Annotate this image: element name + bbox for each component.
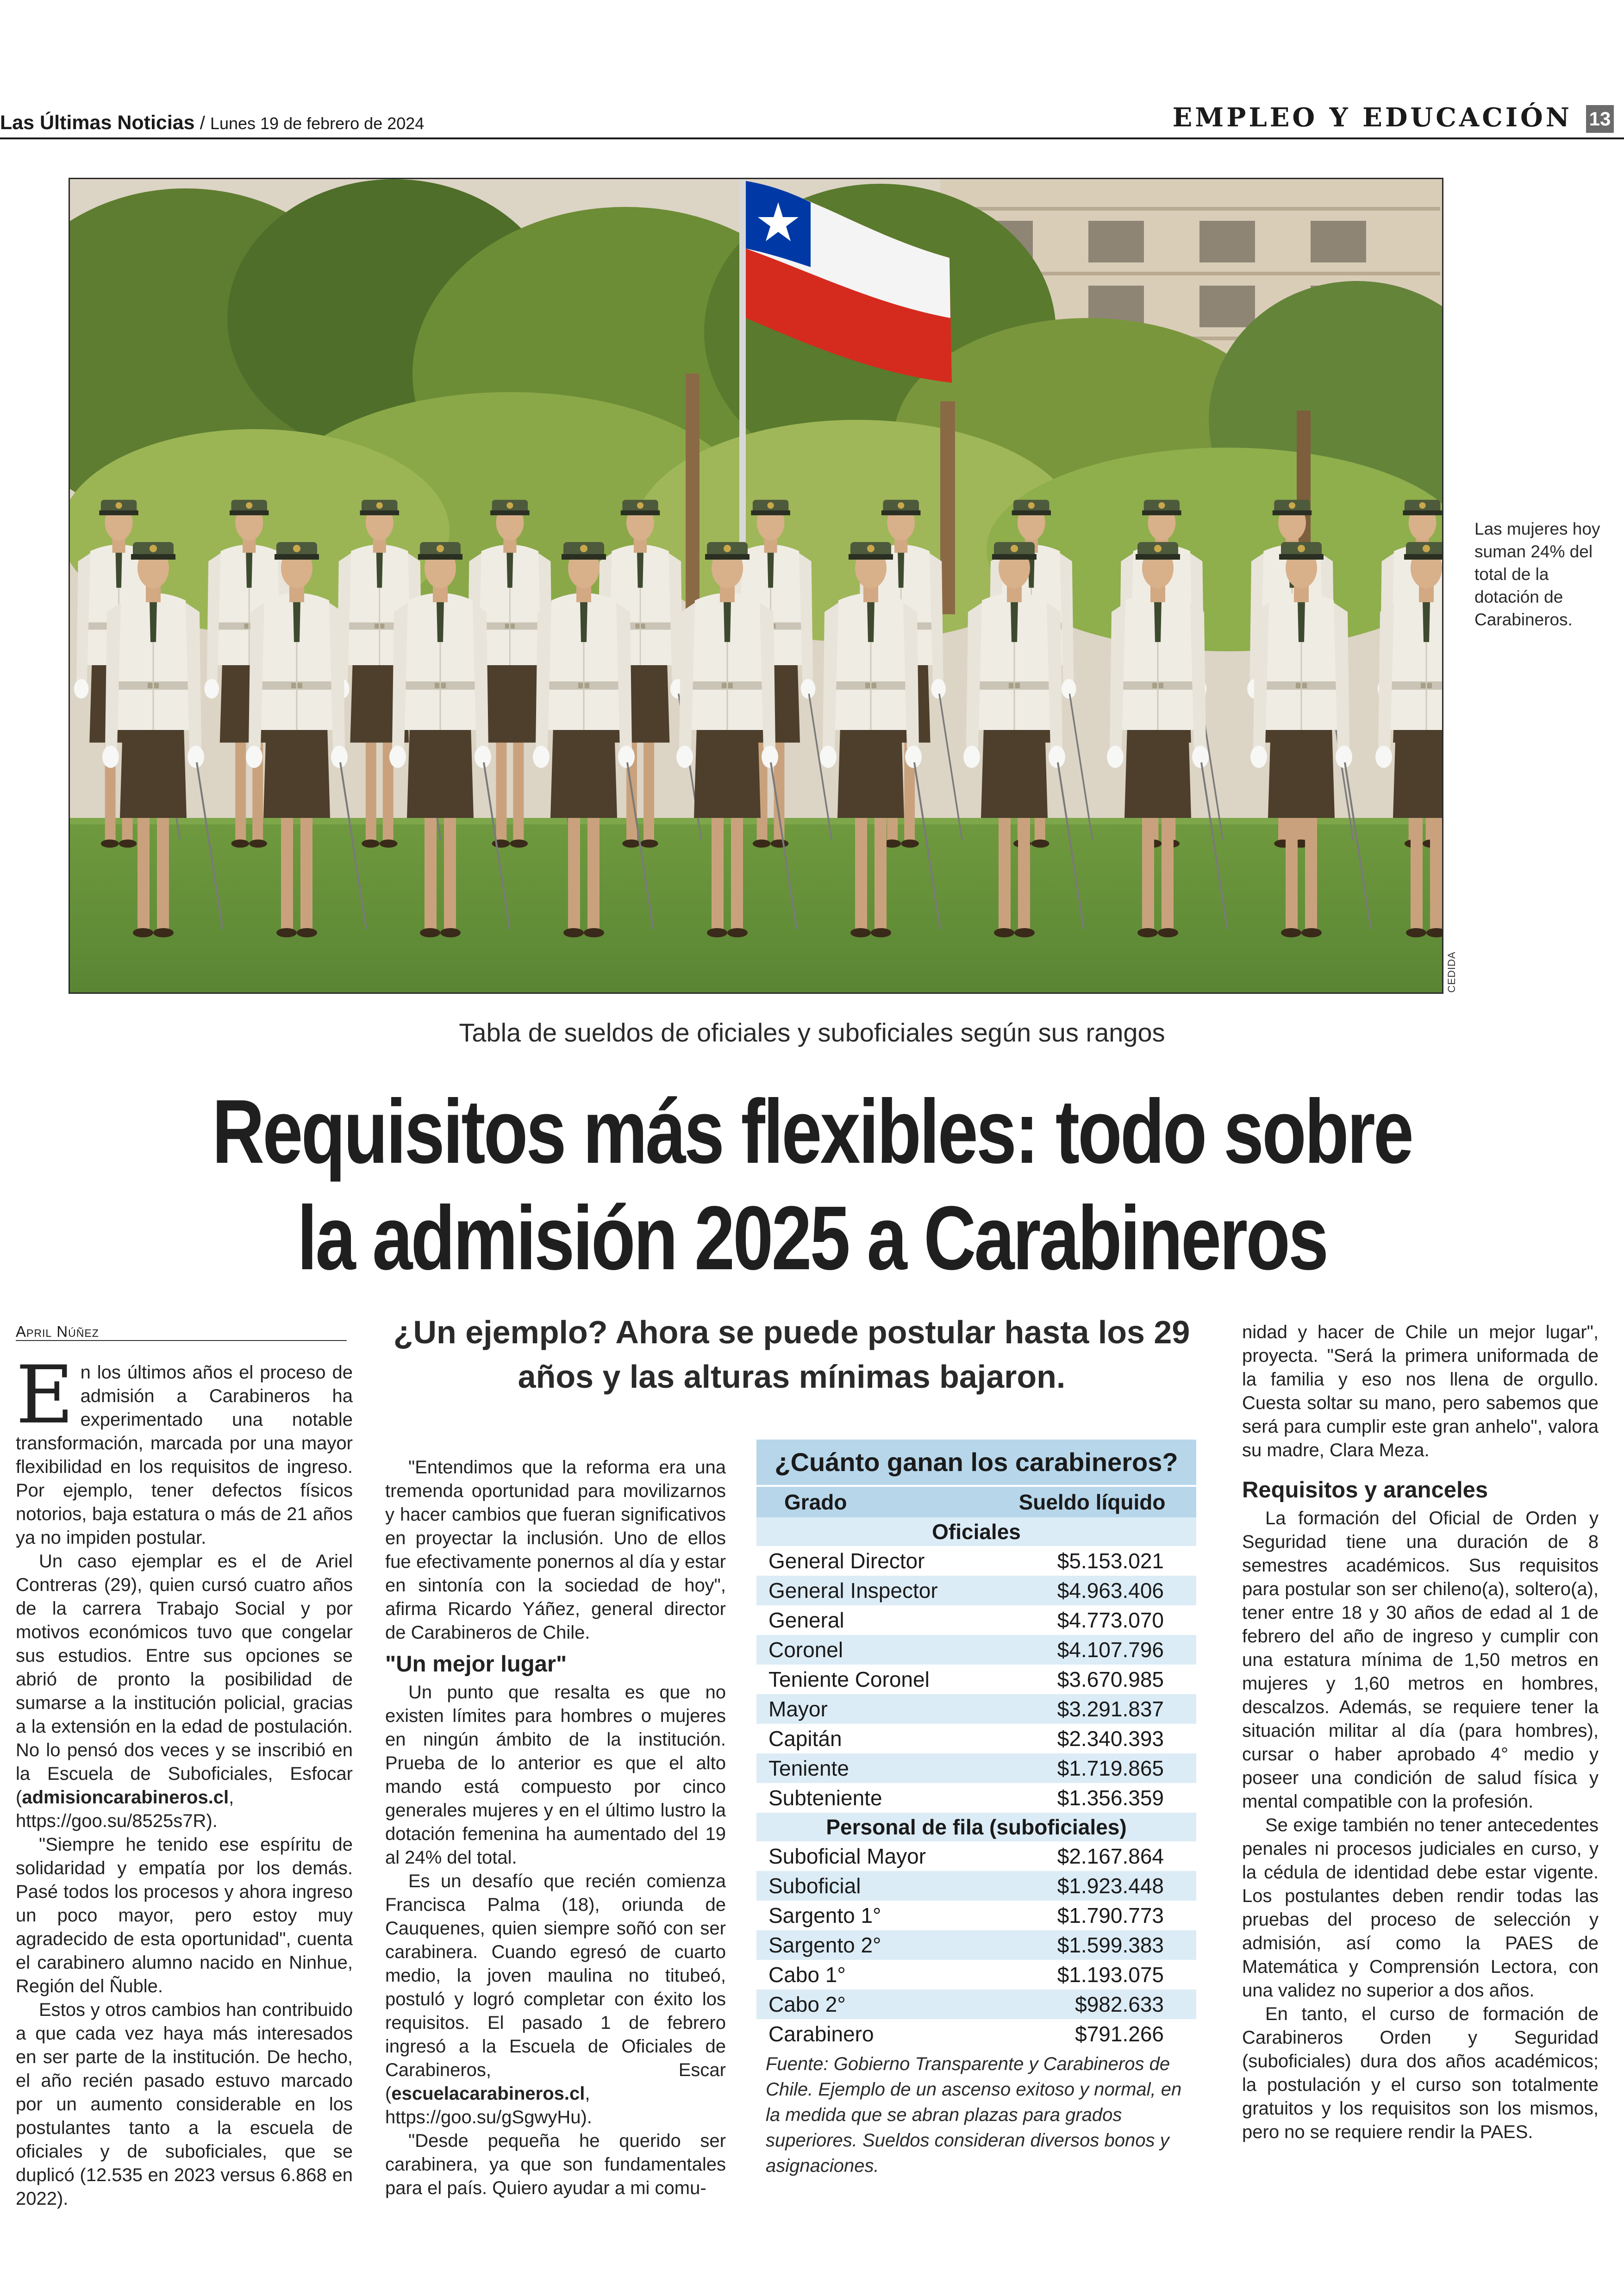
link-escuela[interactable]: escuelacarabineros.cl: [391, 2083, 585, 2104]
table-row: [756, 2019, 1196, 2049]
table-row: [756, 1871, 1196, 1901]
table-row: [756, 1694, 1196, 1724]
section-title: EMPLEO Y EDUCACIÓN: [1172, 102, 1572, 133]
paragraph: "Desde pequeña he querido ser carabinera, ya que son fundamentales para el país. Quiero ayudar a mi comu-: [385, 2131, 726, 2198]
publication-date: Lunes 19 de febrero de 2024: [210, 114, 425, 133]
rank-cell: Subteniente: [768, 1786, 882, 1810]
paragraph: "Entendimos que la reforma era una tremenda oportunidad para movilizarnos y hacer cambios que fueran significativos en proyectar la inclusión. Uno de ellos fue efectivamente ponernos al día y estar en sintonía con la sociedad de hoy", afirma Ricardo Yáñez, general director de Carabineros de Chile.: [385, 1457, 726, 1643]
header-separator: /: [194, 113, 210, 133]
paragraph: La formación del Oficial de Orden y Seguridad tiene una duración de 8 semestres académicos. Sus requisitos para postular son ser chileno(a), soltero(a), tener entre 18 y 30 años de edad al 1 de febrero del año de ingreso y cumplir con una estatura mínima de 1,50 metros en mujeres y 1,60 metros en hombres, descalzos. Además, se requiere tener la situación militar al día (para hombres), cursar o haber aprobado 4° medio y poseer una condición de salud física y mental compatible con la profesión.: [1242, 1508, 1599, 1812]
rank-cell: Mayor: [768, 1697, 828, 1721]
paragraph: Un caso ejemplar es el de Ariel Contreras (29), quien cursó cuatro años de la carrera Trabajo Social y por motivos económicos tuvo que congelar sus estudios. Entre sus opciones se abrió de pronto la posibilidad de sumarse a la institución policial, gracias a la extensión en la edad de postulación. No lo pensó dos veces y se inscribió en la Escuela de Suboficiales, Esfocar (admisioncarabineros.cl, https://goo.su/8525s7R).: [16, 1551, 353, 1831]
salary-cell: $1.356.359: [1057, 1786, 1164, 1810]
salary-cell: $2.167.864: [1057, 1844, 1164, 1868]
column-1: [16, 1348, 353, 2211]
rank-cell: Cabo 1°: [768, 1963, 846, 1987]
salary-cell: $4.773.070: [1057, 1608, 1164, 1632]
table-row: [756, 1783, 1196, 1813]
table-row: [756, 1901, 1196, 1930]
column-2: [385, 1456, 726, 2200]
headline-line-2: la admisión 2025 a Carabineros: [297, 1187, 1327, 1289]
rank-cell: Suboficial Mayor: [768, 1844, 926, 1868]
salary-cell: $791.266: [1075, 2022, 1164, 2046]
paragraph-intro: En los últimos años el proceso de admisión a Carabineros ha experimentado una notable transformación, marcada por una mayor flexibilidad en los requisitos de ingreso. Por ejemplo, tener defectos físicos notorios, baja estatura o más de 21 años ya no impiden postular.: [16, 1348, 353, 1548]
rank-cell: Teniente: [768, 1756, 849, 1780]
table-row: [756, 1576, 1196, 1605]
salary-table: [756, 1440, 1196, 2179]
deck-line-1: ¿Un ejemplo? Ahora se puede postular hasta los 29: [393, 1314, 1190, 1350]
column-4: [1242, 1321, 1599, 2144]
main-photo: [69, 178, 1443, 994]
table-row: [756, 1665, 1196, 1694]
publication-name: Las Últimas Noticias: [0, 112, 195, 134]
table-row: [756, 1546, 1196, 1576]
rank-cell: Carabinero: [768, 2022, 874, 2046]
salary-cell: $3.670.985: [1057, 1667, 1164, 1691]
table-title: ¿Cuánto ganan los carabineros?: [756, 1440, 1196, 1485]
rank-cell: General Inspector: [768, 1578, 938, 1603]
column-header-rank: Grado: [784, 1490, 847, 1514]
page-number: 13: [1586, 105, 1614, 133]
drop-cap: E: [16, 1348, 74, 1441]
table-row: [756, 1930, 1196, 1960]
salary-cell: $3.291.837: [1057, 1697, 1164, 1721]
officers-rows: [756, 1546, 1196, 1813]
table-row: [756, 1605, 1196, 1635]
byline: April Núñez: [16, 1323, 99, 1340]
rank-cell: General Director: [768, 1549, 925, 1573]
salary-cell: $1.719.865: [1057, 1756, 1164, 1780]
rank-cell: General: [768, 1608, 844, 1632]
photo-caption: Las mujeres hoy suman 24% del total de la dotación de Carabineros.: [1474, 519, 1600, 629]
paragraph: Estos y otros cambios han contribuido a que cada vez haya más interesados en ser parte de la institución. De hecho, el año recién pasado estuvo marcado por un aumento considerable en los postulantes tanto a la escuela de oficiales y de suboficiales, que se duplicó (12.535 en 2023 versus 6.868 en 2022).: [16, 2000, 353, 2209]
table-note: Fuente: Gobierno Transparente y Carabineros de Chile. Ejemplo de un ascenso exitoso y normal, en la medida que se abran plazas para grados superiores. Sueldos consideran diversos bonos y asignaciones.: [766, 2054, 1182, 2176]
paragraph: Es un desafío que recién comienza Francisca Palma (18), oriunda de Cauquenes, quien siempre soñó con ser carabinera. Cuando egresó de cuarto medio, la joven maulina no titubeó, postuló y logró completar con éxito los requisitos. El pasado 1 de febrero ingresó a la Escuela de Oficiales de Carabineros, Escar (escuelacarabineros.cl, https://goo.su/gSgwyHu).: [385, 1871, 726, 2127]
rank-cell: Sargento 1°: [768, 1903, 881, 1927]
table-row: [756, 1753, 1196, 1783]
salary-cell: $982.633: [1075, 1992, 1164, 2016]
subhead-mejor-lugar: "Un mejor lugar": [385, 1652, 567, 1677]
headline: [162, 1079, 1462, 1291]
paragraph: nidad y hacer de Chile un mejor lugar", proyecta. "Será la primera uniformada de la familia y eso nos llena de orgullo. Cuesta soltar su mano, pero sabemos que será para cumplir este gran anhelo", valora su madre, Clara Meza.: [1242, 1322, 1599, 1460]
rank-cell: Coronel: [768, 1638, 843, 1662]
paragraph: En tanto, el curso de formación de Carabineros Orden y Seguridad (suboficiales) dura dos años académicos; la postulación y el curso son totalmente gratuitos y los requisitos son los mismos, pero no se requiere rendir la PAES.: [1242, 2004, 1599, 2142]
table-row: [756, 1841, 1196, 1871]
salary-cell: $1.599.383: [1057, 1933, 1164, 1957]
deck-line-2: años y las alturas mínimas bajaron.: [518, 1359, 1066, 1395]
table-row: [756, 1724, 1196, 1753]
kicker: Tabla de sueldos de oficiales y suboficiales según sus rangos: [459, 1018, 1165, 1047]
photo-credit: [1443, 949, 1461, 995]
paragraph: Un punto que resalta es que no existen límites para hombres o mujeres en ningún ámbito de la institución. Prueba de lo anterior es que el alto mando está compuesto por cinco generales mujeres y en el último lustro la dotación femenina ha aumentado del 19 al 24% del total.: [385, 1682, 726, 1868]
paragraph: Se exige también no tener antecedentes penales ni procesos judiciales en curso, y la cédula de identidad debe estar vigente. Los postulantes deben rendir todas las pruebas del proceso de selección y admisión, así como la PAES de Matemática y Comprensión Lectora, con una validez no superior a dos años.: [1242, 1815, 1599, 2001]
subhead-requisitos: Requisitos y aranceles: [1242, 1478, 1488, 1503]
paragraph: "Siempre he tenido ese espíritu de solidaridad y empatía por los demás. Pasé todos los procesos y ahora ingreso un poco mayor, pero estoy muy agradecido de esta oportunidad", cuenta el carabinero alumno nacido en Ninhue, Región del Ñuble.: [16, 1834, 353, 1996]
salary-cell: $4.963.406: [1057, 1578, 1164, 1603]
rank-cell: Sargento 2°: [768, 1933, 881, 1957]
salary-cell: $1.790.773: [1057, 1903, 1164, 1927]
salary-cell: $5.153.021: [1057, 1549, 1164, 1573]
link-admision[interactable]: admisioncarabineros.cl: [22, 1787, 229, 1808]
table-section-officers: Oficiales: [756, 1517, 1196, 1546]
photo-credit-text: CEDIDA: [1446, 951, 1457, 993]
salary-cell: $1.193.075: [1057, 1963, 1164, 1987]
deck: [366, 1310, 1218, 1399]
column-header-salary: Sueldo líquido: [1018, 1490, 1166, 1514]
table-section-ranks: Personal de fila (suboficiales): [756, 1813, 1196, 1841]
ranks-rows: [756, 1841, 1196, 2049]
headline-line-1: Requisitos más flexibles: todo sobre: [212, 1081, 1412, 1182]
salary-cell: $4.107.796: [1057, 1638, 1164, 1662]
byline-rule: [16, 1340, 347, 1341]
table-row: [756, 1960, 1196, 1989]
rank-cell: Capitán: [768, 1727, 842, 1751]
header-rule: [0, 137, 1624, 139]
table-header: [756, 1487, 1196, 1517]
salary-cell: $2.340.393: [1057, 1727, 1164, 1751]
rank-cell: Cabo 2°: [768, 1992, 846, 2016]
header-publication-line: [0, 111, 424, 135]
table-row: [756, 1635, 1196, 1665]
rank-cell: Suboficial: [768, 1874, 861, 1898]
table-row: [756, 1989, 1196, 2019]
salary-cell: $1.923.448: [1057, 1874, 1164, 1898]
rank-cell: Teniente Coronel: [768, 1667, 930, 1691]
